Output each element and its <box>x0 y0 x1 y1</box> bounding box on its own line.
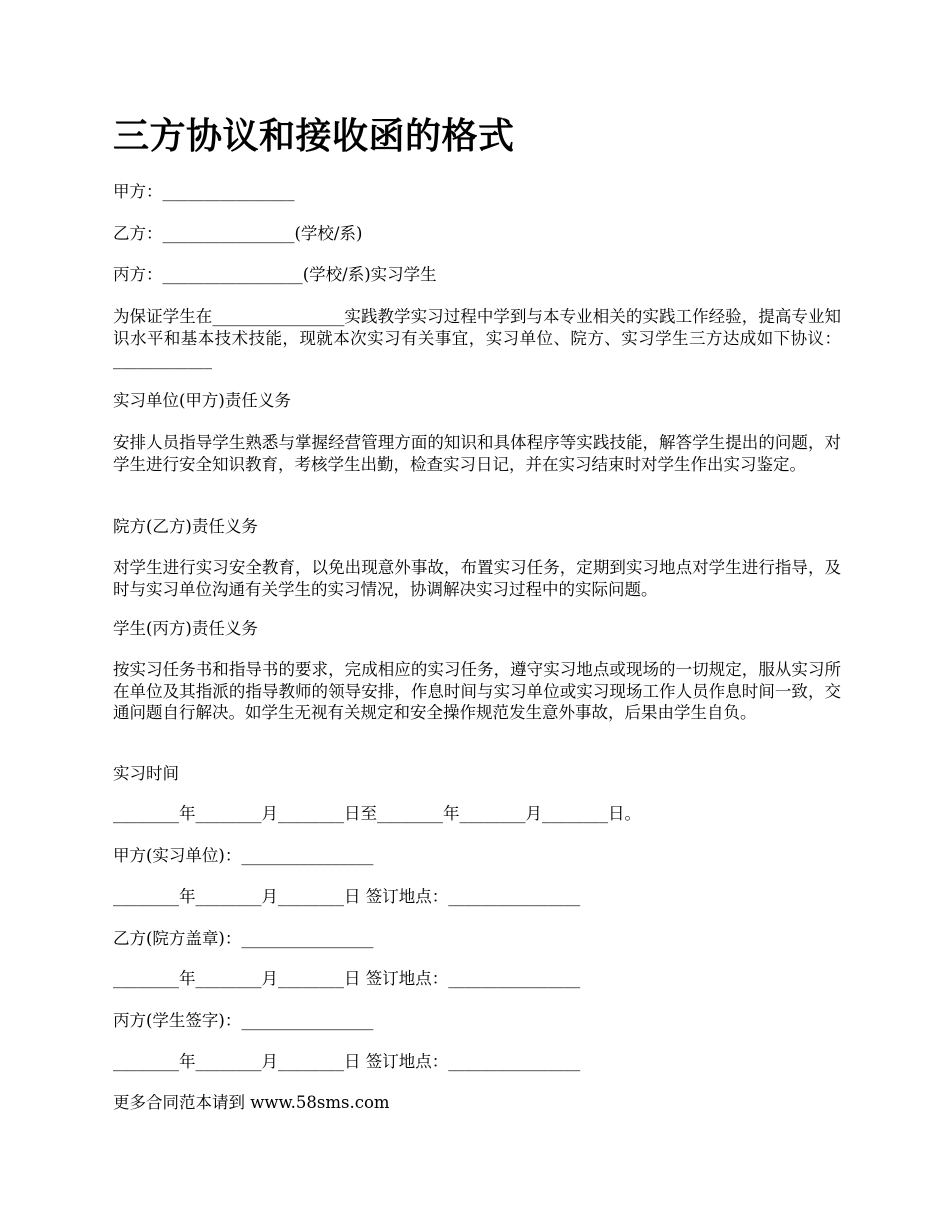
period-heading: 实习时间 <box>113 764 179 783</box>
section-a-heading: 实习单位(甲方)责任义务 <box>113 391 291 410</box>
document-title: 三方协议和接收函的格式 <box>113 115 515 157</box>
party-a-line: 甲方：________________ <box>113 182 295 201</box>
sign-b-date: ________年________月________日 签订地点：________________ <box>113 969 581 988</box>
intro-paragraph: 为保证学生在________________实践教学实习过程中学到与本专业相关的实践工作经验，提高专业知识水平和基本技术技能，现就本次实习有关事宜，实习单位、院方、实习学生三方达成如下协议：____________ <box>113 307 841 369</box>
section-b-body: 对学生进行实习安全教育，以免出现意外事故，布置实习任务，定期到实习地点对学生进行指导，及时与实习单位沟通有关学生的实习情况，协调解决实习过程中的实际问题。 <box>113 558 841 599</box>
section-a-body: 安排人员指导学生熟悉与掌握经营管理方面的知识和具体程序等实践技能，解答学生提出的问题，对学生进行安全知识教育，考核学生出勤，检查实习日记，并在实习结束时对学生作出实习鉴定。 <box>113 433 841 474</box>
sign-a-date: ________年________月________日 签订地点：________________ <box>113 887 581 906</box>
period-line: ________年________月________日至________年________月________日。 <box>113 804 641 823</box>
party-b-line: 乙方：________________(学校/系) <box>113 224 363 243</box>
party-c-line: 丙方：_________________(学校/系)实习学生 <box>113 265 437 284</box>
sign-c-label: 丙方(学生签字)：________________ <box>113 1011 374 1030</box>
section-c-body: 按实习任务书和指导书的要求，完成相应的实习任务，遵守实习地点或现场的一切规定，服从实习所在单位及其指派的指导教师的领导安排，作息时间与实习单位或实习现场工作人员作息时间一致，交通问题自行解决。如学生无视有关规定和安全操作规范发生意外事故，后果由学生自负。 <box>113 660 841 722</box>
sign-a-label: 甲方(实习单位)：________________ <box>113 846 374 865</box>
section-b-heading: 院方(乙方)责任义务 <box>113 517 258 536</box>
footer-note: 更多合同范本请到 www.58sms.com <box>113 1093 390 1112</box>
sign-c-date: ________年________月________日 签订地点：________________ <box>113 1052 581 1071</box>
section-c-heading: 学生(丙方)责任义务 <box>113 619 258 638</box>
sign-b-label: 乙方(院方盖章)：________________ <box>113 929 374 948</box>
